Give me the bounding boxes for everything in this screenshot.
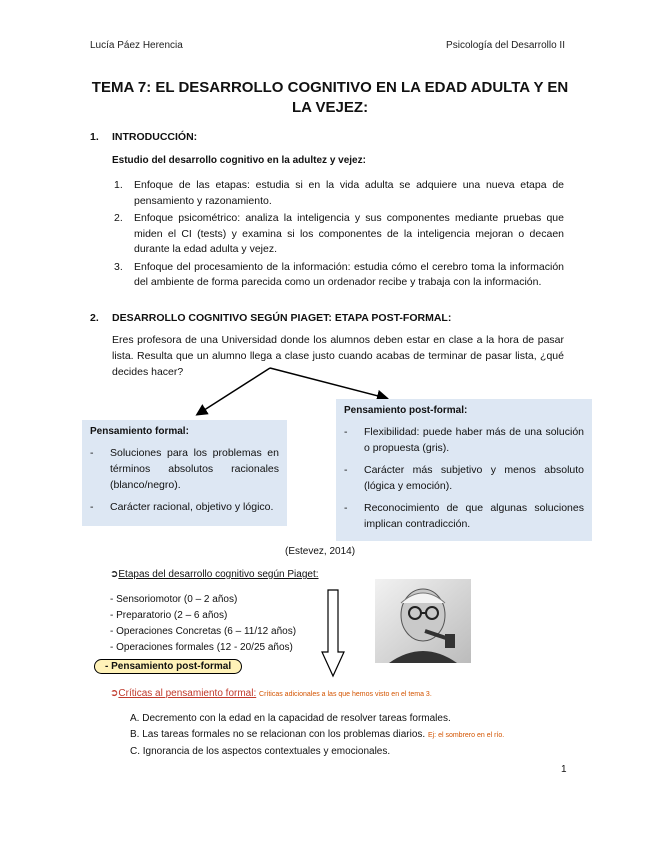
item-text: Enfoque de las etapas: estudia si en la vida adulta se adquiere una nueva etapa de pensamiento y razonamiento. xyxy=(134,179,564,207)
postformal-thinking-box xyxy=(336,399,592,541)
formal-title: Pensamiento formal: xyxy=(90,426,189,437)
stages-heading-text: Etapas del desarrollo cognitivo según Piaget: xyxy=(118,569,319,580)
arrow-to-formal xyxy=(198,368,270,414)
scenario-paragraph: Eres profesora de una Universidad donde los alumnos deben estar en clase a la hora de pasar lista. Resulta que un alumno llega a clase justo cuando acabas de terminar de pasar lista, ¿qué decides hacer? xyxy=(112,334,564,378)
list-item xyxy=(130,744,504,760)
list-item xyxy=(114,178,564,209)
item-number: 3. xyxy=(114,260,123,273)
section-2-title: DESARROLLO COGNITIVO SEGÚN PIAGET: ETAPA POST-FORMAL: xyxy=(112,312,452,324)
item-text: Enfoque psicométrico: analiza la inteligencia y sus componentes mediante pruebas que miden el CI (tests) y examina si los componentes de la inteligencia mejoran o decaen durante la edad adulta y vejez. xyxy=(134,212,564,255)
page-title: TEMA 7: EL DESARROLLO COGNITIVO EN LA EDAD ADULTA Y EN LA VEJEZ: xyxy=(91,79,569,116)
list-item xyxy=(344,500,584,532)
section-1-title: INTRODUCCIÓN: xyxy=(112,131,198,143)
stage-item: - Operaciones formales (12 - 20/25 años) xyxy=(110,642,293,653)
item-label: B. xyxy=(130,729,140,740)
item-label: A. xyxy=(130,713,140,724)
bullet-dash: - xyxy=(344,426,348,438)
header-course: Psicología del Desarrollo II xyxy=(446,40,565,51)
item-text: Carácter más subjetivo y menos absoluto (lógica y emoción). xyxy=(364,464,584,492)
bullet-dash: - xyxy=(90,501,94,513)
list-item xyxy=(130,711,504,727)
section-1-heading xyxy=(90,131,197,143)
stage-item: - Preparatorio (2 – 6 años) xyxy=(110,610,228,621)
section-1-number: 1. xyxy=(90,131,99,143)
stages-list xyxy=(110,592,296,656)
item-number: 2. xyxy=(114,212,123,224)
list-item xyxy=(344,462,584,494)
stage-item: - Operaciones Concretas (6 – 11/12 años) xyxy=(110,626,297,637)
citation: (Estevez, 2014) xyxy=(285,546,356,557)
page-number: 1 xyxy=(561,764,567,775)
criticisms-heading xyxy=(110,688,432,699)
list-item xyxy=(344,424,584,456)
criticisms-list xyxy=(130,711,504,760)
down-arrow-icon xyxy=(320,588,346,680)
postformal-highlight: - Pensamiento post-formal xyxy=(94,659,242,674)
list-item xyxy=(90,445,279,493)
criticisms-heading-text: Críticas al pensamiento formal: xyxy=(118,688,257,699)
section-2-heading xyxy=(90,312,451,324)
list-item xyxy=(114,260,564,291)
criticisms-note: Críticas adicionales a las que hemos visto en el tema 3. xyxy=(259,691,432,698)
bullet-dash: - xyxy=(344,464,348,476)
item-text: Reconocimiento de que algunas soluciones implican contradicción. xyxy=(364,502,584,530)
arrow-icon: ➲ xyxy=(110,688,119,699)
item-text: Carácter racional, objetivo y lógico. xyxy=(110,501,274,513)
postformal-title: Pensamiento post-formal: xyxy=(344,405,468,416)
section-1-subheading: Estudio del desarrollo cognitivo en la adultez y vejez: xyxy=(112,155,366,166)
item-number: 1. xyxy=(114,179,123,191)
header-author: Lucía Páez Herencia xyxy=(90,40,183,51)
list-item xyxy=(90,499,279,515)
item-note: Ej: el sombrero en el río. xyxy=(427,732,505,739)
approaches-list xyxy=(114,178,564,291)
item-text: Las tareas formales no se relacionan con los problemas diarios. xyxy=(142,729,426,740)
item-text: Enfoque del procesamiento de la información: estudia cómo el cerebro toma la información del ambiente de forma parecida como un ordenador recibe y trabaja con la información. xyxy=(134,260,564,288)
item-text: Soluciones para los problemas en términos absolutos racionales (blanco/negro). xyxy=(110,447,279,491)
arrow-icon: ➲ xyxy=(110,569,119,580)
item-text: Flexibilidad: puede haber más de una solución o propuesta (gris). xyxy=(364,426,584,454)
arrow-to-postformal xyxy=(270,368,386,398)
list-item xyxy=(114,211,564,258)
stage-item: - Sensoriomotor (0 – 2 años) xyxy=(110,594,238,605)
list-item xyxy=(130,727,504,744)
formal-thinking-box xyxy=(82,420,287,526)
bullet-dash: - xyxy=(344,502,348,514)
stages-heading xyxy=(110,569,319,580)
item-label: C. xyxy=(130,746,140,757)
section-2-number: 2. xyxy=(90,312,99,324)
bullet-dash: - xyxy=(90,447,94,459)
item-text: Decremento con la edad en la capacidad de resolver tareas formales. xyxy=(142,713,451,724)
item-text: Ignorancia de los aspectos contextuales y emocionales. xyxy=(142,746,391,757)
portrait-photo xyxy=(375,579,471,663)
